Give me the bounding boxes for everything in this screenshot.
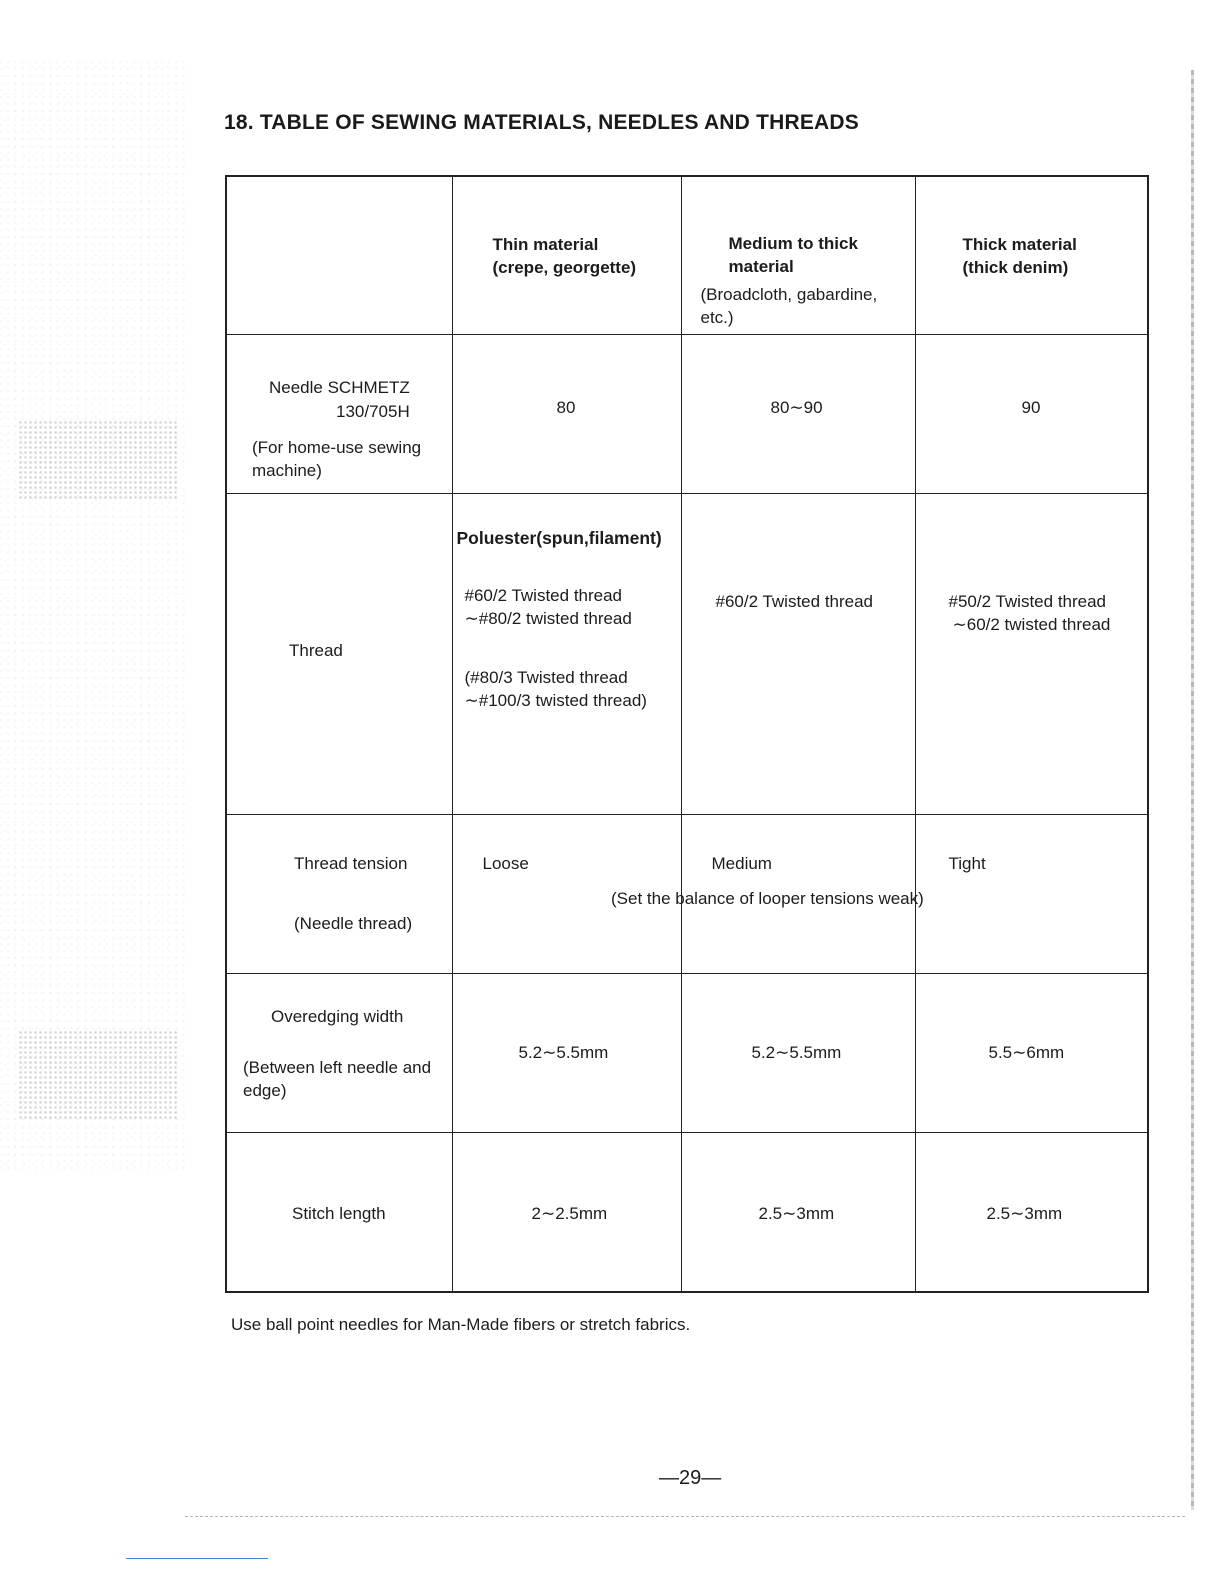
header-medium-line1: Medium to thick xyxy=(728,234,858,253)
overedging-medium-value: 5.2∼5.5mm xyxy=(751,1042,842,1062)
tension-thick-cell xyxy=(915,814,1148,973)
needle-medium-value: 80∼90 xyxy=(770,397,823,417)
thread-thin-cell xyxy=(452,493,681,814)
table-row-needle xyxy=(226,334,1148,493)
page-number: —29— xyxy=(659,1467,722,1489)
overedging-label-line2: (Between left needle and xyxy=(243,1057,432,1077)
thread-thin-line1: #60/2 Twisted thread xyxy=(464,585,623,605)
needle-thin-value: 80 xyxy=(556,397,576,417)
blue-underline xyxy=(126,1558,268,1559)
header-corner-cell xyxy=(226,176,452,334)
header-thin-material xyxy=(452,176,681,334)
table-row-stitch-length xyxy=(226,1132,1148,1292)
thread-medium-cell xyxy=(681,493,915,814)
footnote: Use ball point needles for Man-Made fibers or stretch fabrics. xyxy=(231,1315,691,1334)
overedging-label-cell xyxy=(226,973,452,1132)
table-row-thread xyxy=(226,493,1148,814)
header-medium-line2: material xyxy=(728,257,794,276)
stitch-thin-cell xyxy=(452,1132,681,1292)
overedging-thin-value: 5.2∼5.5mm xyxy=(518,1042,609,1062)
needle-label-line3: (For home-use sewing xyxy=(252,437,422,457)
stitch-medium-cell xyxy=(681,1132,915,1292)
sewing-materials-table xyxy=(225,175,1149,1293)
stitch-thick-cell xyxy=(915,1132,1148,1292)
thread-thin-title: Poluester(spun,filament) xyxy=(456,527,662,548)
stitch-label: Stitch length xyxy=(292,1203,386,1223)
needle-label-line4: machine) xyxy=(252,460,322,480)
stitch-medium-value: 2.5∼3mm xyxy=(758,1203,835,1223)
scan-dots-upper xyxy=(18,420,178,500)
tension-label-cell xyxy=(226,814,452,973)
header-medium-material xyxy=(681,176,915,334)
needle-thick-cell xyxy=(915,334,1148,493)
tension-medium-value: Medium xyxy=(711,853,772,873)
stitch-label-cell xyxy=(226,1132,452,1292)
overedging-thick-cell xyxy=(915,973,1148,1132)
overedging-thin-cell xyxy=(452,973,681,1132)
header-medium-line3: (Broadcloth, gabardine, xyxy=(700,285,878,304)
needle-label-cell xyxy=(226,334,452,493)
needle-label-line1: Needle SCHMETZ xyxy=(269,377,410,397)
stitch-thin-value: 2∼2.5mm xyxy=(531,1203,608,1223)
thread-label-cell xyxy=(226,493,452,814)
tension-thick-value: Tight xyxy=(948,853,986,873)
thread-thick-line2: ∼60/2 twisted thread xyxy=(952,614,1111,634)
header-thin-line1: Thin material xyxy=(492,235,599,254)
tension-label-line1: Thread tension xyxy=(294,853,408,873)
scan-noise-left xyxy=(0,60,185,1170)
overedging-label-line3: edge) xyxy=(243,1080,287,1100)
overedging-medium-cell xyxy=(681,973,915,1132)
thread-label: Thread xyxy=(289,640,343,660)
scan-edge-bottom xyxy=(185,1516,1185,1518)
thread-thin-line2: ∼#80/2 twisted thread xyxy=(464,608,632,628)
header-thick-line1: Thick material xyxy=(962,235,1077,254)
needle-label-line2: 130/705H xyxy=(336,401,410,421)
thread-thick-cell xyxy=(915,493,1148,814)
thread-thin-line3: (#80/3 Twisted thread xyxy=(464,667,628,687)
stitch-thick-value: 2.5∼3mm xyxy=(986,1203,1063,1223)
needle-thin-cell xyxy=(452,334,681,493)
needle-thick-value: 90 xyxy=(1021,397,1041,417)
thread-thin-line4: ∼#100/3 twisted thread) xyxy=(464,690,647,710)
header-thick-material xyxy=(915,176,1148,334)
tension-note: (Set the balance of looper tensions weak) xyxy=(611,889,924,908)
overedging-label-line1: Overedging width xyxy=(271,1006,404,1026)
table-row-overedging xyxy=(226,973,1148,1132)
thread-medium-value: #60/2 Twisted thread xyxy=(715,591,874,611)
header-thick-line2: (thick denim) xyxy=(962,258,1069,277)
header-thin-line2: (crepe, georgette) xyxy=(492,258,637,277)
tension-label-line2: (Needle thread) xyxy=(294,913,413,933)
thread-thick-line1: #50/2 Twisted thread xyxy=(948,591,1107,611)
needle-medium-cell xyxy=(681,334,915,493)
tension-thin-value: Loose xyxy=(482,853,529,873)
overedging-thick-value: 5.5∼6mm xyxy=(988,1042,1065,1062)
scan-edge-right xyxy=(1191,70,1194,1510)
table-header-row xyxy=(226,176,1148,334)
scan-dots-lower xyxy=(18,1030,178,1120)
header-medium-line4: etc.) xyxy=(700,308,734,327)
page-title: 18. TABLE OF SEWING MATERIALS, NEEDLES AND THREADS xyxy=(224,111,859,134)
